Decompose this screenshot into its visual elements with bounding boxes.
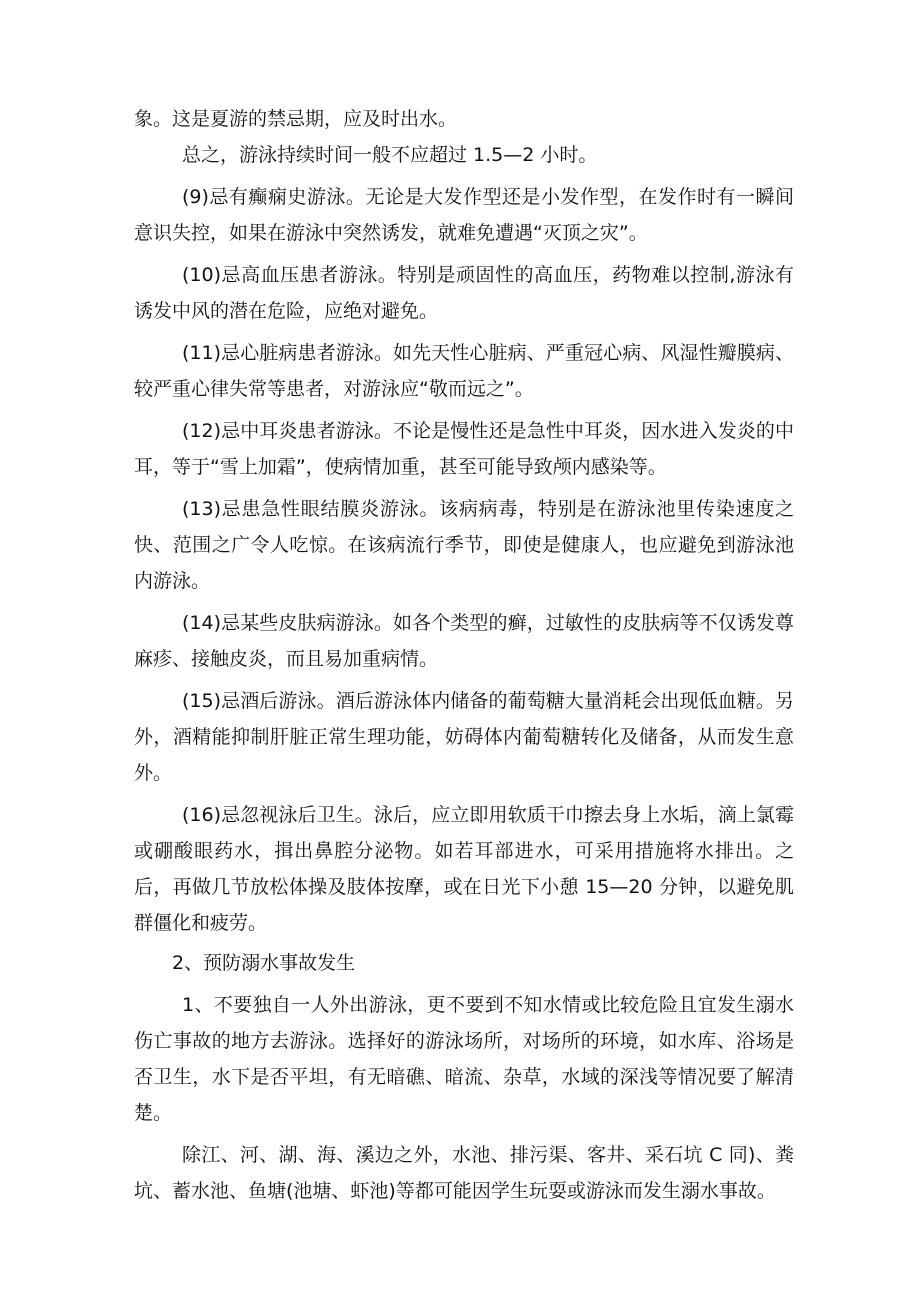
- paragraph-item-13: (13)忌患急性眼结膜炎游泳。该病病毒，特别是在游泳池里传染速度之快、范围之广令人吃惊。在该病流行季节，即使是健康人，也应避免到游泳池内游泳。: [134, 498, 794, 592]
- section-heading: 2、预防溺水事故发生: [172, 952, 356, 974]
- document-body: [134, 101, 794, 1209]
- paragraph-item-14: (14)忌某些皮肤病游泳。如各个类型的癣，过敏性的皮肤病等不仅诱发尊麻疹、接触皮炎，而且易加重病情。: [134, 612, 794, 670]
- paragraph-item-12: (12)忌中耳炎患者游泳。不论是慢性还是急性中耳炎，因水进入发炎的中耳，等于“雪上加霜”，使病情加重，甚至可能导致颅内感染等。: [134, 420, 794, 478]
- paragraph-item-11: (11)忌心脏病患者游泳。如先天性心脏病、严重冠心病、风湿性瓣膜病、较严重心律失常等患者，对游泳应“敬而远之”。: [134, 342, 794, 400]
- paragraph-summary: 总之，游泳持续时间一般不应超过 1.5—2 小时。: [182, 144, 598, 166]
- paragraph-item-10: (10)忌高血压患者游泳。特别是顽固性的高血压，药物难以控制,游泳有诱发中风的潜在危险，应绝对避免。: [134, 264, 794, 322]
- paragraph-continuation: 象。这是夏游的禁忌期，应及时出水。: [134, 108, 458, 130]
- paragraph-item-15: (15)忌酒后游泳。酒后游泳体内储备的葡萄糖大量消耗会出现低血糖。另外，酒精能抑制肝脏正常生理功能，妨碍体内葡萄糖转化及储备，从而发生意外。: [134, 690, 794, 784]
- paragraph-prevention-1: 1、不要独自一人外出游泳，更不要到不知水情或比较危险且宜发生溺水伤亡事故的地方去游泳。选择好的游泳场所，对场所的环境，如水库、浴场是否卫生，水下是否平坦，有无暗礁、暗流、杂草，水域的深浅等情况要了解清楚。: [134, 994, 794, 1124]
- paragraph-item-16: (16)忌忽视泳后卫生。泳后，应立即用软质干巾擦去身上水垢，滴上氯霉或硼酸眼药水，揖出鼻腔分泌物。如若耳部进水，可采用措施将水排出。之后，再做几节放松体操及肢体按摩，或在日光下小憩 15—20 分钟，以避免肌群僵化和疲劳。: [134, 804, 794, 934]
- paragraph-item-9: (9)忌有癫痫史游泳。无论是大发作型还是小发作型，在发作时有一瞬间意识失控，如果在游泳中突然诱发，就难免遭遇“灭顶之灾”。: [134, 186, 794, 244]
- paragraph-prevention-2: 除江、河、湖、海、溪边之外，水池、排污渠、客井、采石坑 C 同)、粪坑、蓄水池、鱼塘(池塘、虾池)等都可能因学生玩耍或游泳而发生溺水事故。: [134, 1144, 794, 1202]
